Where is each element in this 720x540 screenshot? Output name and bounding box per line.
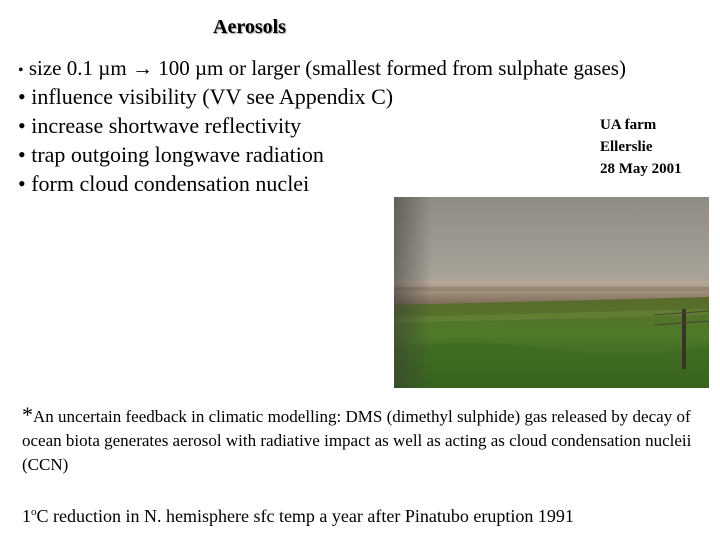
photo-caption-place: UA farm xyxy=(600,117,657,133)
bullet-text: trap outgoing longwave radiation xyxy=(31,142,324,167)
bullet-marker: • xyxy=(18,113,26,138)
degree-symbol: o xyxy=(31,506,37,518)
bullet-longwave xyxy=(18,142,324,168)
footnote-text: C reduction in N. hemisphere sfc temp a year after Pinatubo eruption 1991 xyxy=(36,506,574,526)
photo-caption-location: Ellerslie xyxy=(600,139,653,155)
haze-photo xyxy=(394,197,709,388)
bullet-marker: • xyxy=(18,142,26,167)
bullet-text: form cloud condensation nuclei xyxy=(31,171,310,196)
bullet-marker: • xyxy=(18,84,26,109)
bullet-marker: • xyxy=(18,62,24,79)
pinatubo-footnote xyxy=(22,506,574,527)
note-text: An uncertain feedback in climatic modelling: DMS (dimethyl sulphide) gas released by decay of ocean biota generates aerosol with radiative impact as well as acting as cloud condensation nucleii (CCN) xyxy=(22,407,692,474)
bullet-size xyxy=(18,56,626,81)
bullet-text: increase shortwave reflectivity xyxy=(31,113,302,138)
bullet-text: size 0.1 µm → 100 µm or larger (smallest formed from sulphate gases) xyxy=(28,56,626,80)
slide-title: Aerosols xyxy=(213,16,286,38)
bullet-visibility xyxy=(18,84,393,110)
note-marker: * xyxy=(22,402,33,427)
photo-caption-date: 28 May 2001 xyxy=(600,161,682,177)
bullet-text: influence visibility (VV see Appendix C) xyxy=(31,84,394,109)
feedback-note xyxy=(22,403,712,477)
bullet-marker: • xyxy=(18,171,26,196)
bullet-nuclei xyxy=(18,171,309,197)
footnote-value: 1 xyxy=(22,506,31,526)
bullet-reflectivity xyxy=(18,113,301,139)
